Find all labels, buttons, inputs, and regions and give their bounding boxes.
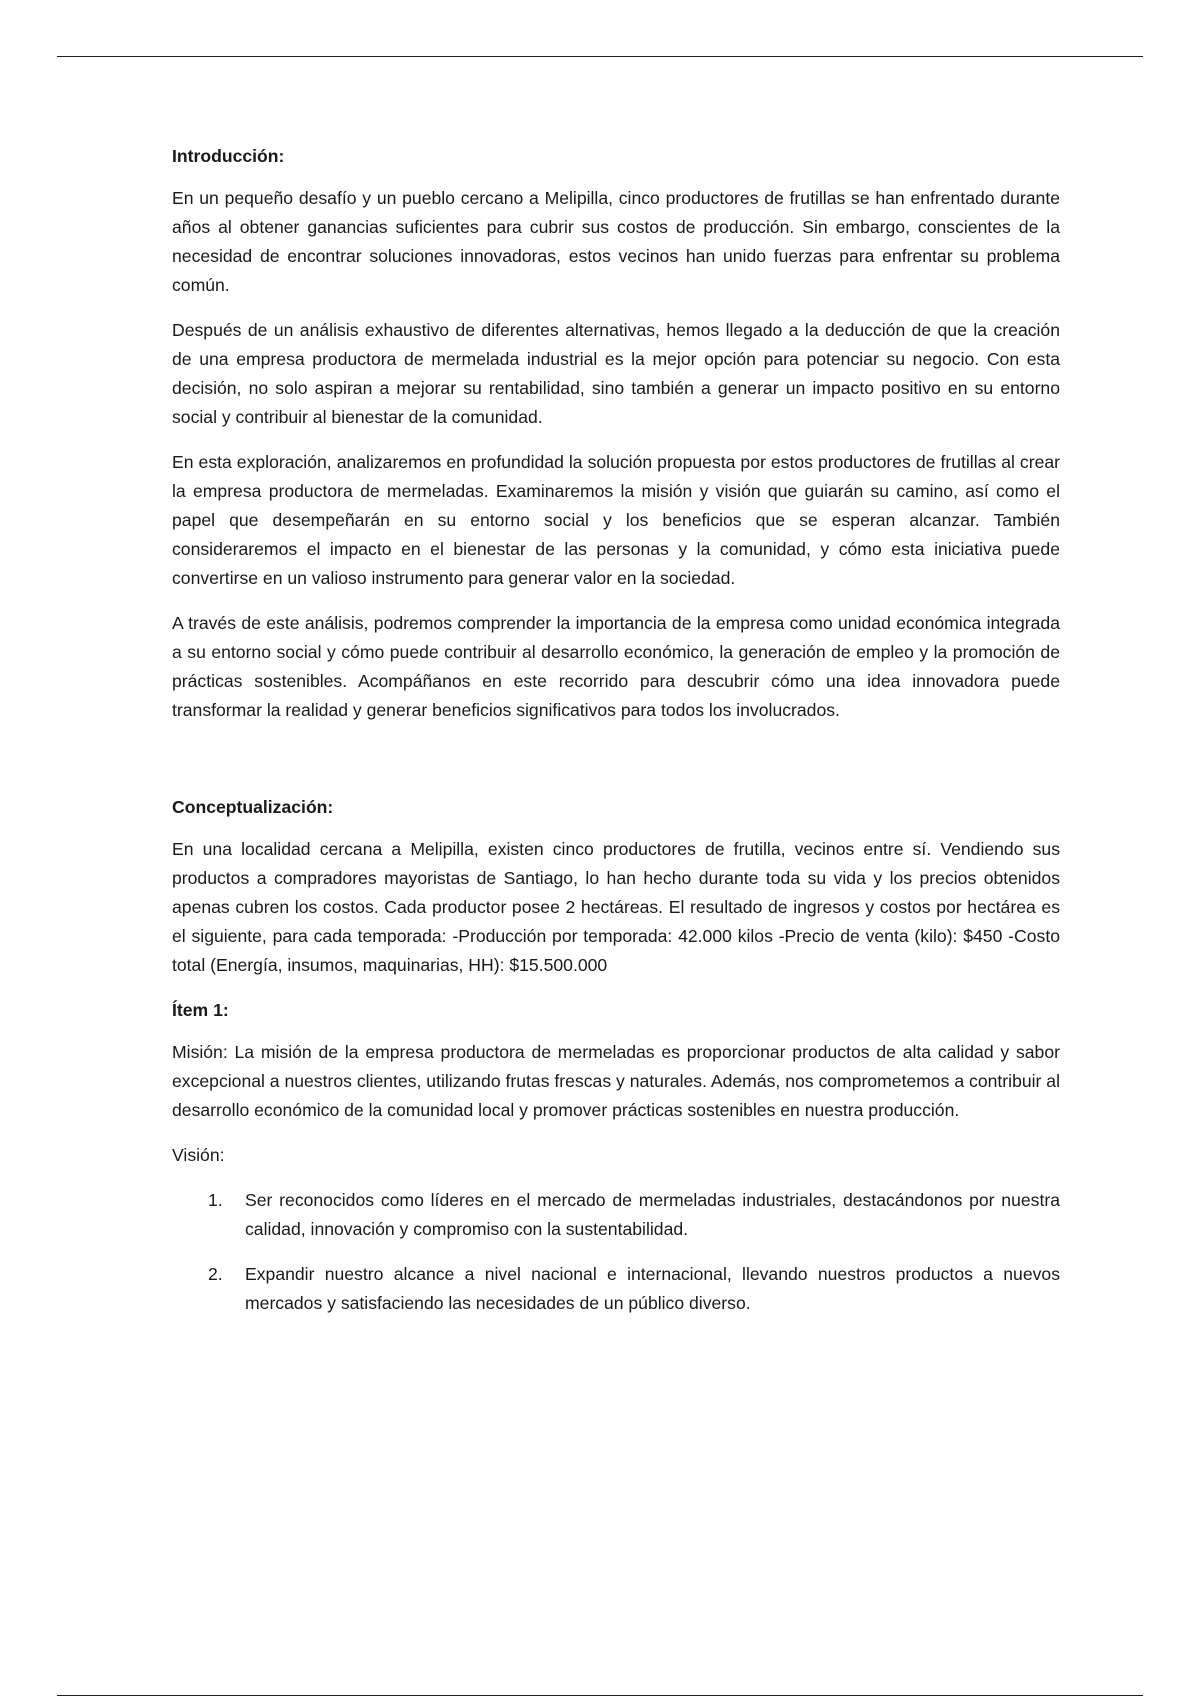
header-rule [57, 56, 1143, 57]
mision-paragraph: Misión: La misión de la empresa productora de mermeladas es proporcionar productos de alta calidad y sabor excepcional a nuestros clientes, utilizando frutas frescas y naturales. Además, nos comprometemos a contribuir al desarrollo económico de la comunidad local y promover prácticas sostenibles en nuestra producción. [172, 1042, 1060, 1120]
list-item [172, 1260, 1060, 1318]
footer-rule [57, 1695, 1143, 1696]
section-introduccion [172, 142, 1060, 725]
list-item [172, 1186, 1060, 1244]
paragraph: En esta exploración, analizaremos en profundidad la solución propuesta por estos productores de frutillas al crear la empresa productora de mermeladas. Examinaremos la misión y visión que guiarán su camino, así como el papel que desempeñarán en su entorno social y los beneficios que se esperan alcanzar. También consideraremos el impacto en el bienestar de las personas y la comunidad, y cómo esta iniciativa puede convertirse en un valioso instrumento para generar valor en la sociedad. [172, 452, 1060, 588]
section-heading: Ítem 1: [172, 1000, 229, 1020]
section-heading: Introducción: [172, 146, 285, 166]
section-heading: Conceptualización: [172, 797, 334, 817]
list-item-text: Ser reconocidos como líderes en el mercado de mermeladas industriales, destacándonos por nuestra calidad, innovación y compromiso con la sustentabilidad. [245, 1190, 1060, 1239]
section-conceptualizacion [172, 793, 1060, 980]
list-number: 1. [208, 1190, 223, 1210]
paragraph: En una localidad cercana a Melipilla, existen cinco productores de frutilla, vecinos entre sí. Vendiendo sus productos a compradores mayoristas de Santiago, lo han hecho durante toda su vida y los precios obtenidos apenas cubren los costos. Cada productor posee 2 hectáreas. El resultado de ingresos y costos por hectárea es el siguiente, para cada temporada: -Producción por temporada: 42.000 kilos -Precio de venta (kilo): $450 -Costo total (Energía, insumos, maquinarias, HH): $15.500.000 [172, 839, 1060, 975]
vision-label: Visión: [172, 1145, 225, 1165]
paragraph: En un pequeño desafío y un pueblo cercano a Melipilla, cinco productores de frutillas se han enfrentado durante años al obtener ganancias suficientes para cubrir sus costos de producción. Sin embargo, conscientes de la necesidad de encontrar soluciones innovadoras, estos vecinos han unido fuerzas para enfrentar su problema común. [172, 188, 1060, 295]
paragraph: Después de un análisis exhaustivo de diferentes alternativas, hemos llegado a la deducción de que la creación de una empresa productora de mermelada industrial es la mejor opción para potenciar su negocio. Con esta decisión, no solo aspiran a mejorar su rentabilidad, sino también a generar un impacto positivo en su entorno social y contribuir al bienestar de la comunidad. [172, 320, 1060, 427]
vision-list [172, 1186, 1060, 1318]
list-number: 2. [208, 1264, 223, 1284]
document-body [172, 142, 1060, 1334]
list-item-text: Expandir nuestro alcance a nivel nacional e internacional, llevando nuestros productos a nuevos mercados y satisfaciendo las necesidades de un público diverso. [245, 1264, 1060, 1313]
paragraph: A través de este análisis, podremos comprender la importancia de la empresa como unidad económica integrada a su entorno social y cómo puede contribuir al desarrollo económico, la generación de empleo y la promoción de prácticas sostenibles. Acompáñanos en este recorrido para descubrir cómo una idea innovadora puede transformar la realidad y generar beneficios significativos para todos los involucrados. [172, 613, 1060, 720]
section-spacer [172, 741, 1060, 793]
section-item-1 [172, 996, 1060, 1318]
